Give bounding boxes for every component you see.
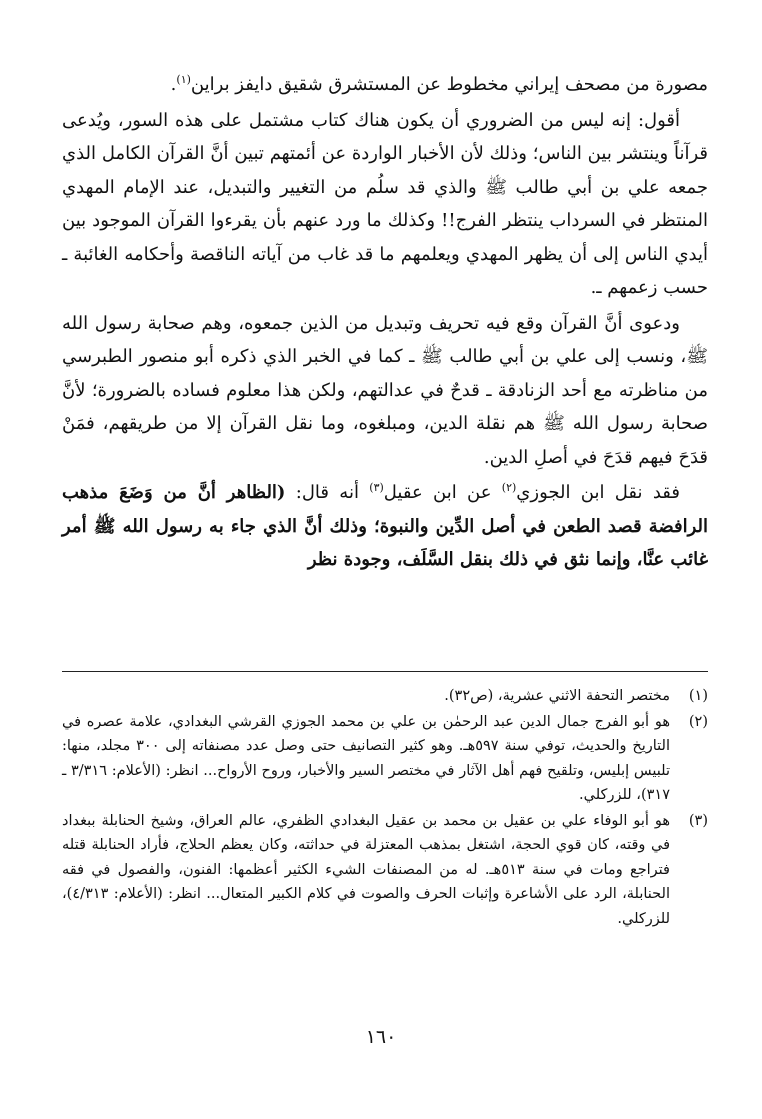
footnote-3 xyxy=(62,809,708,932)
paragraph-4-intro: فقد نقل ابن الجوزي xyxy=(516,482,680,503)
footnote-ref-1[interactable]: (١) xyxy=(176,73,191,86)
footnote-divider xyxy=(62,671,708,672)
footnote-2 xyxy=(62,710,708,808)
paragraph-1-end: . xyxy=(170,74,177,95)
footnote-text: هو أبو الفرج جمال الدين عبد الرحمٰن بن علي بن محمد الجوزي القرشي البغدادي، علامة عصره في التاريخ والحديث، توفي سنة ٥٩٧هـ. وهو كثير التصانيف حتى وصل عدد مصنفاته إلى ٣٠٠ مجلد، منها: تلبيس إبليس، وتلقيح فهم أهل الآثار في مختصر السير والأخبار، وروح الأرواح... انظر: (الأعلام: ٣/٣١٦ ـ ٣١٧)، للزركلي. xyxy=(62,713,670,803)
footnote-number: (٢) xyxy=(688,713,708,730)
main-text xyxy=(62,68,708,577)
footnote-1 xyxy=(62,684,708,709)
paragraph-4-said: أنه قال: xyxy=(285,482,370,503)
footnote-ref-3[interactable]: (٣) xyxy=(369,481,384,494)
footnote-number: (٣) xyxy=(688,812,708,829)
quotation-bold: (الظاهر أنَّ من وَضَعَ مذهب الرافضة قصد الطعن في أصل الدِّين والنبوة؛ وذلك أنَّ الذي جاء به رسول الله ﷺ أمر غائب عنَّا، وإنما نثق في ذلك بنقل السَّلَف، وجودة نظر xyxy=(62,482,708,570)
paragraph-4-mid: عن ابن عقيل xyxy=(383,482,502,503)
footnote-ref-2[interactable]: (٢) xyxy=(501,481,517,494)
paragraph-2: أقول: إنه ليس من الضروري أن يكون هناك كتاب مشتمل على هذه السور، ويُدعى قرآناً وينتشر بين الناس؛ وذلك لأن الأخبار الواردة عن أئمتهم تبين أنَّ القرآن الكامل الذي جمعه علي بن أبي طالب ﷺ والذي قد سلُم من التغيير والتبديل، عند الإمام المهدي المنتظر في السرداب ينتظر الفرج!! وكذلك ما ورد عنهم بأن يقرءوا القرآن الموجود بين أيدي الناس إلى أن يظهر المهدي ويعلمهم ما قد غاب من آياته الناقصة وأحكامه الغائبة ـ حسب زعمهم ـ. xyxy=(62,109,708,298)
footnote-text: هو أبو الوفاء علي بن عقيل بن محمد بن عقيل البغدادي الظفري، عالم العراق، وشيخ الحنابلة ببغداد في وقته، كان قوي الحجة، اشتغل بمذهب المعتزلة في حداثته، وكان يعظم الحلاج، فأراد الحنابلة قتله فتراجع ومات في سنة ٥١٣هـ. له من المصنفات الشيء الكثير أعظمها: الفنون، والفصول في فقه الحنابلة، الرد على الأشاعرة وإثبات الحرف والصوت في كلام الكبير المتعال... انظر: (الأعلام: ٤/٣١٣)، للزركلي. xyxy=(62,812,670,927)
paragraph-1 xyxy=(62,68,708,102)
paragraph-1-text: مصورة من مصحف إيراني مخطوط عن المستشرق شقيق دايفز براين xyxy=(190,74,708,95)
paragraph-4 xyxy=(62,476,708,577)
footnotes xyxy=(62,684,708,931)
footnote-text: مختصر التحفة الاثني عشرية، (ص٣٢). xyxy=(444,688,670,704)
paragraph-3: ودعوى أنَّ القرآن وقع فيه تحريف وتبديل من الذين جمعوه، وهم صحابة رسول الله ﷺ، ونسب إلى علي بن أبي طالب ﷺ ـ كما في الخبر الذي ذكره أبو منصور الطبرسي من مناظرته مع أحد الزنادقة ـ قدحٌ في عدالتهم، ولكن هذا معلوم فساده بالضرورة؛ لأنَّ صحابة رسول الله ﷺ هم نقلة الدين، ومبلغوه، وما نقل القرآن إلا من طريقهم، فمَنْ قدَحَ فيهم قدَحَ في أصلِ الدين. xyxy=(62,312,708,468)
page-number: ١٦٠ xyxy=(365,1026,397,1048)
footnote-number: (١) xyxy=(688,688,708,704)
